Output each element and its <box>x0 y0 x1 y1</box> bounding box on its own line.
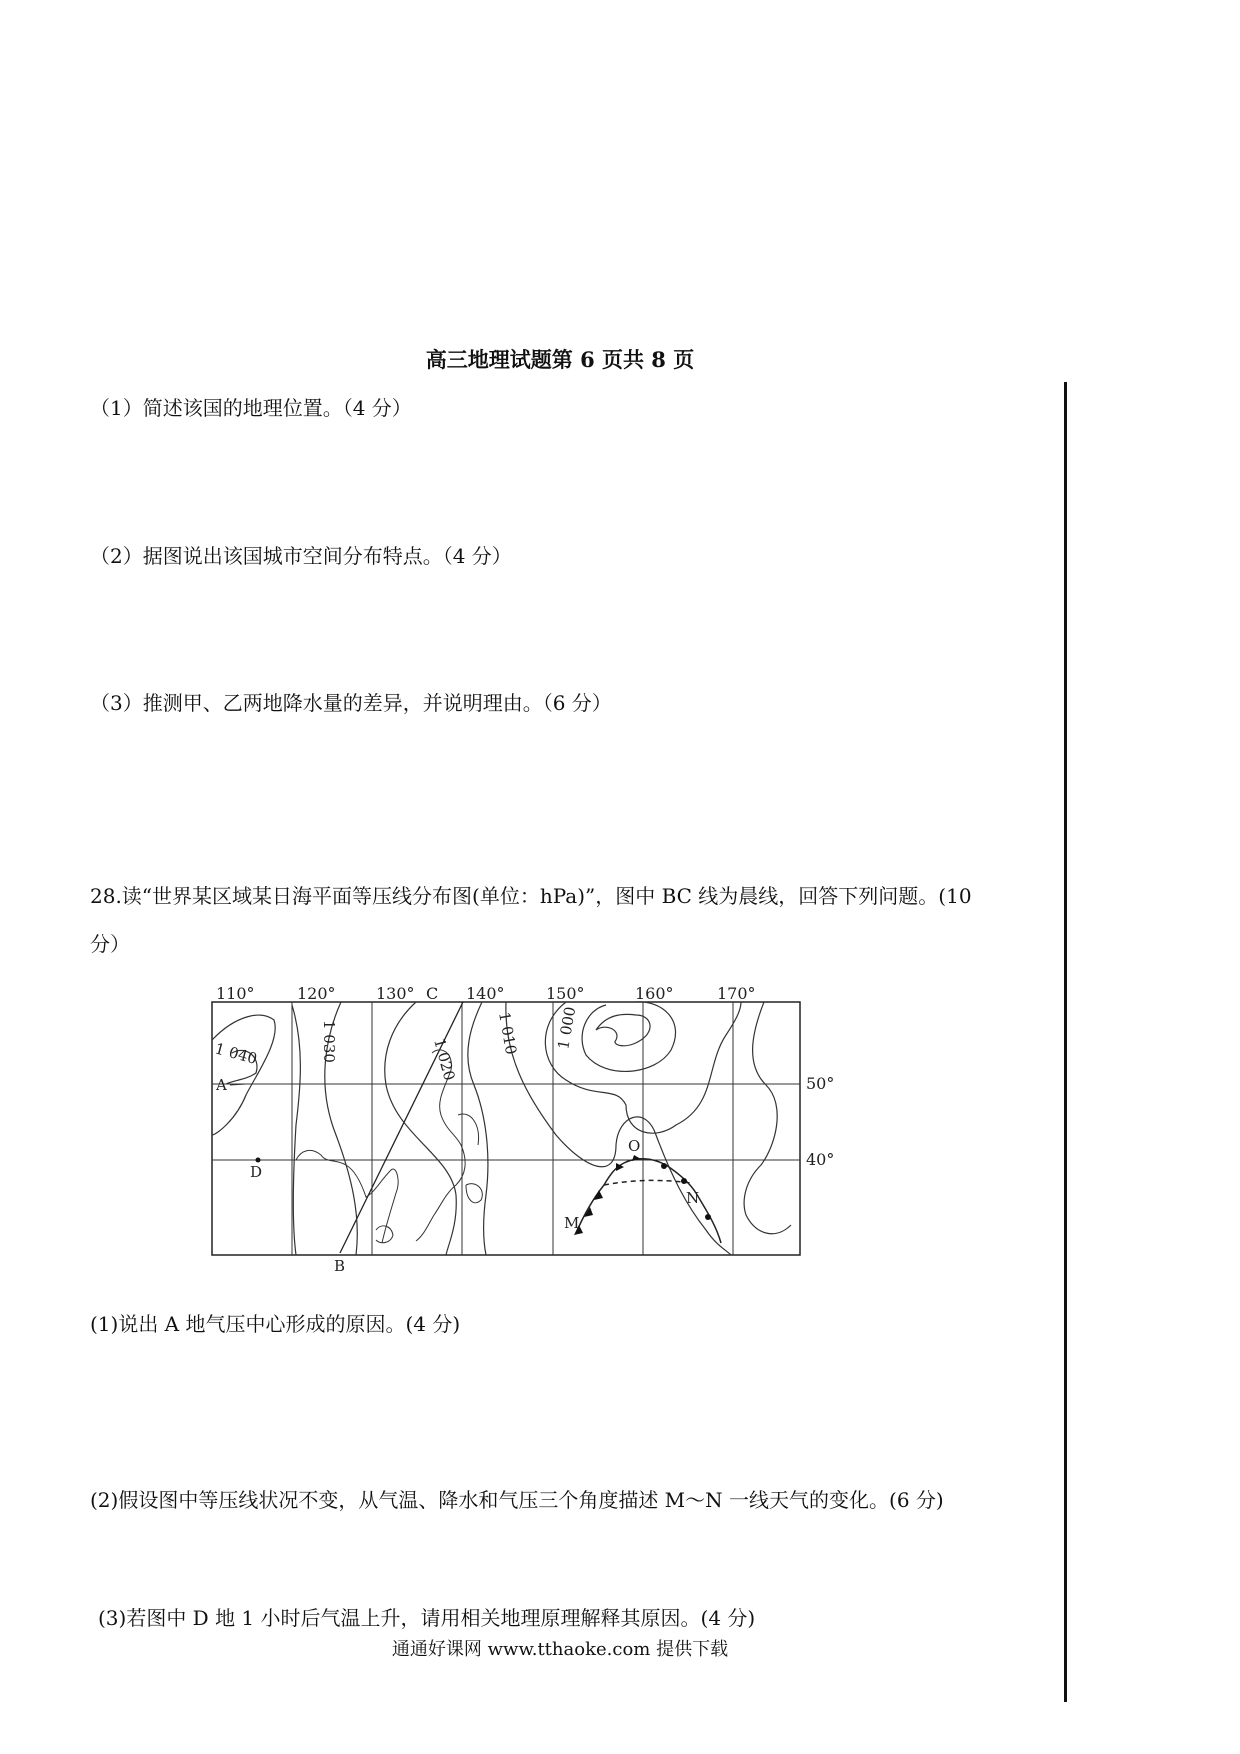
lon-label: 120° <box>297 985 336 1003</box>
question-27-3: （3）推测甲、乙两地降水量的差异，并说明理由。（6 分） <box>90 691 612 715</box>
question-28-intro: 28.读“世界某区域某日海平面等压线分布图(单位：hPa)”，图中 BC 线为晨线，回答下列问题。(10 <box>90 884 972 908</box>
lon-label: 170° <box>717 985 756 1003</box>
front-system <box>576 1159 721 1243</box>
isobar-label: 1 010 <box>495 1010 521 1056</box>
question-28-1: (1)说出 A 地气压中心形成的原因。(4 分) <box>90 1312 461 1336</box>
question-28-2: (2)假设图中等压线状况不变，从气温、降水和气压三个角度描述 M～N 一线天气的变化。(6 分) <box>90 1488 944 1512</box>
lon-label: 110° <box>216 985 255 1003</box>
point-o-label: O <box>628 1137 641 1155</box>
isobar-label: 1 030 <box>320 1020 338 1063</box>
lat-label: 50° <box>806 1074 835 1093</box>
lon-label: 150° <box>546 985 585 1003</box>
lon-label: 130° <box>376 985 415 1003</box>
isobar-label: 1 040 <box>212 1039 260 1068</box>
point-n-label: N <box>686 1189 700 1207</box>
latitude-grid <box>212 1084 800 1160</box>
question-27-1: （1）简述该国的地理位置。（4 分） <box>90 396 412 420</box>
point-m-label: M <box>564 1214 580 1232</box>
point-a-label: A <box>216 1076 227 1094</box>
point-c-label: C <box>426 985 439 1003</box>
isobar-map <box>186 985 886 1275</box>
isobar-label: 1 020 <box>430 1036 459 1083</box>
lon-label: 160° <box>635 985 674 1003</box>
isobar-label: 1 000 <box>554 1005 580 1051</box>
question-28-intro-cont: 分） <box>90 932 130 956</box>
margin-rule <box>1064 382 1067 1702</box>
lon-label: 140° <box>466 985 505 1003</box>
page-title: 高三地理试题第 6 页共 8 页 <box>425 347 695 372</box>
footer-credit: 通通好课网 www.tthaoke.com 提供下载 <box>391 1639 729 1660</box>
point-b-label: B <box>334 1257 346 1275</box>
point-d-marker <box>256 1158 261 1163</box>
point-d-label: D <box>250 1163 263 1181</box>
question-27-2: （2）据图说出该国城市空间分布特点。（4 分） <box>90 544 512 568</box>
lat-label: 40° <box>806 1150 835 1169</box>
question-28-3: (3)若图中 D 地 1 小时后气温上升，请用相关地理原理解释其原因。(4 分) <box>98 1606 756 1630</box>
